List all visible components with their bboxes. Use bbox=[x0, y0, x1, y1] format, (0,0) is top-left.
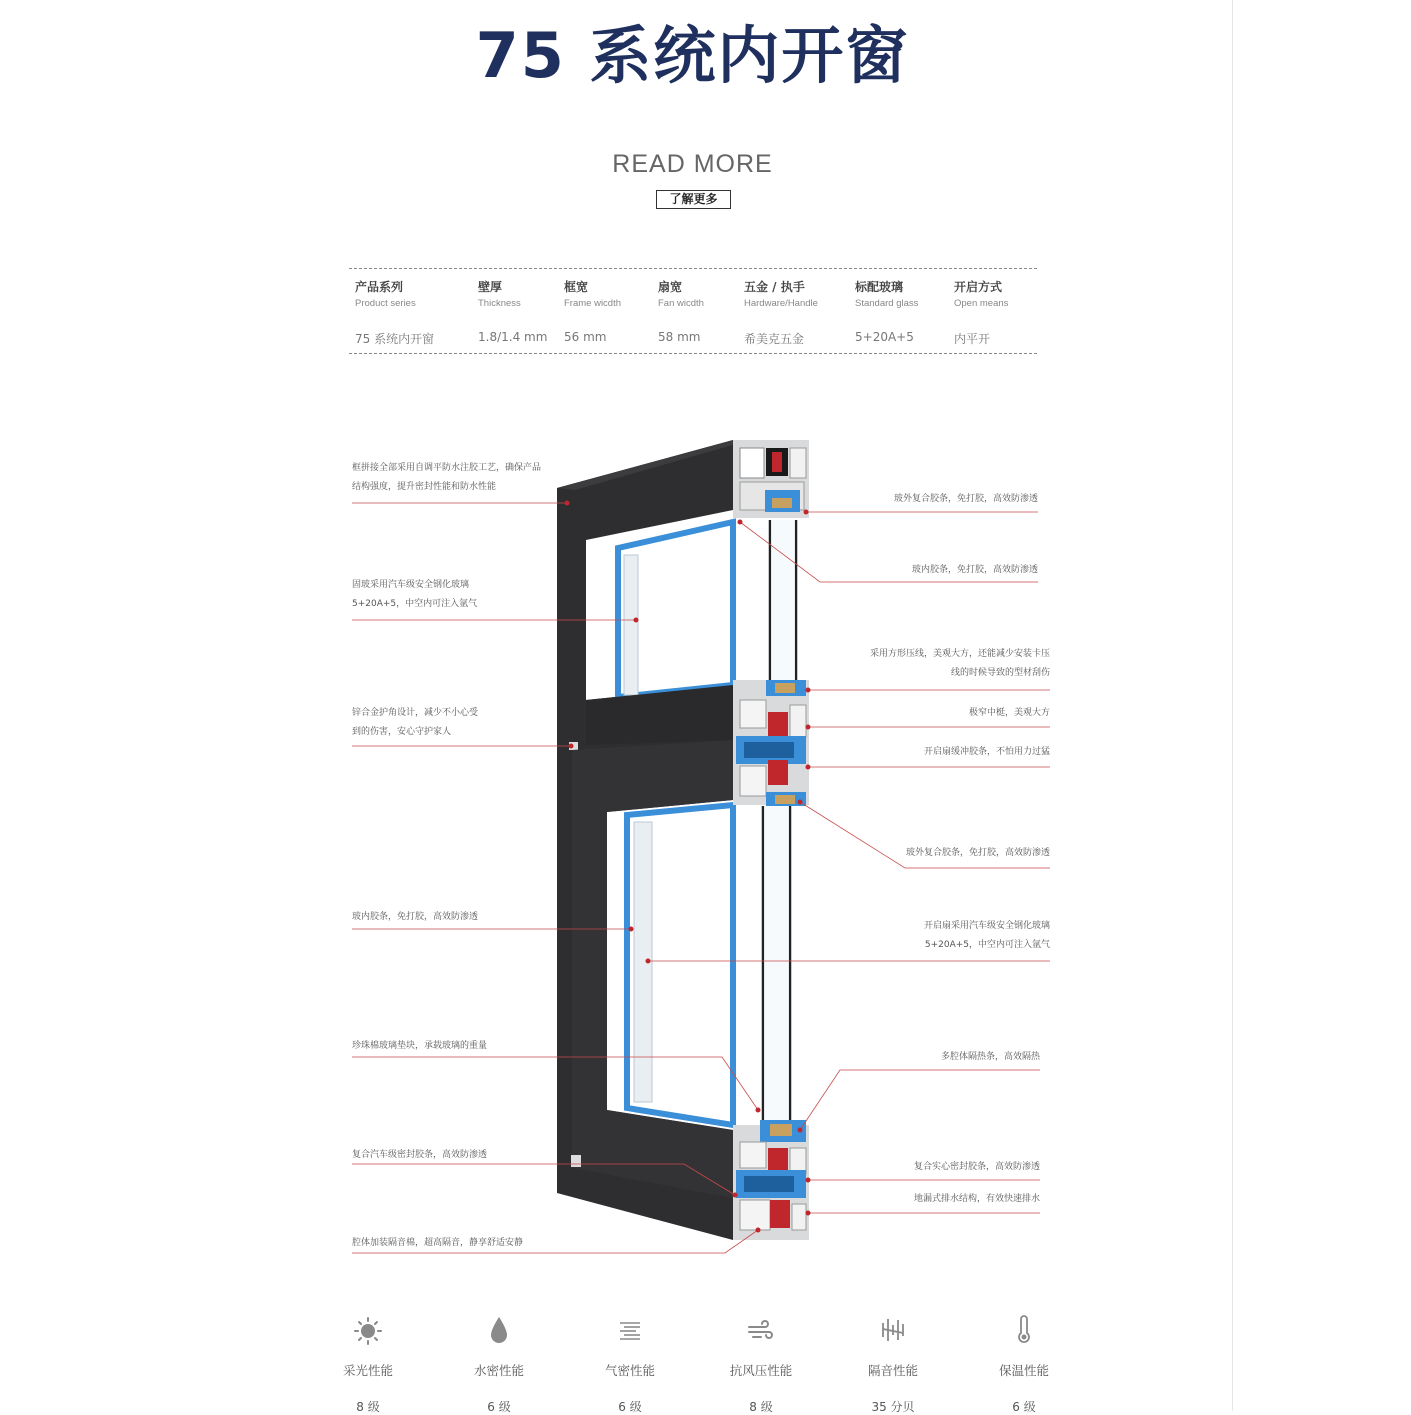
callout-line: 结构强度，提升密封性能和防水性能 bbox=[352, 482, 497, 492]
spec-header-en: Product series bbox=[355, 298, 416, 309]
callout-outer-gasket-bottom bbox=[906, 844, 1050, 863]
callout-line: 固玻采用汽车级安全钢化玻璃 bbox=[352, 580, 470, 590]
perf-label: 抗风压性能 bbox=[729, 1363, 793, 1378]
sound-wave-icon bbox=[833, 1315, 953, 1351]
spec-header: 壁厚 bbox=[478, 280, 503, 294]
perf-value: 35 分贝 bbox=[871, 1400, 915, 1414]
spec-header: 框宽 bbox=[564, 280, 589, 294]
callout-line: 玻内胶条，免打胶，高效防渗透 bbox=[911, 565, 1038, 575]
perf-value: 8 级 bbox=[749, 1400, 773, 1414]
callout-frame-joint bbox=[352, 459, 541, 497]
spec-value: 5+20A+5 bbox=[855, 330, 914, 344]
spec-header: 五金 / 执手 bbox=[744, 280, 805, 294]
callout-drainage bbox=[914, 1190, 1040, 1209]
callout-line: 腔体加装隔音棉，超高隔音，静享舒适安静 bbox=[352, 1238, 524, 1248]
callout-line: 珍珠棉玻璃垫块，承载玻璃的重量 bbox=[352, 1041, 488, 1051]
spec-header-en: Fan wicdth bbox=[658, 298, 704, 309]
profile-bottom bbox=[733, 1120, 809, 1240]
callout-sash-glass bbox=[924, 917, 1050, 955]
spec-header: 产品系列 bbox=[355, 280, 404, 294]
perf-label: 气密性能 bbox=[604, 1363, 655, 1378]
profile-top bbox=[733, 440, 809, 518]
callout-line: 采用方形压线，美观大方，还能减少安装卡压 bbox=[869, 649, 1050, 659]
spec-header-en: Frame wicdth bbox=[564, 298, 622, 309]
perf-value: 6 级 bbox=[1012, 1400, 1036, 1414]
perf-label: 水密性能 bbox=[473, 1363, 524, 1378]
callout-inner-gasket bbox=[352, 908, 478, 927]
callout-line: 5+20A+5，中空内可注入氩气 bbox=[352, 599, 478, 609]
spec-header-en: Standard glass bbox=[855, 298, 919, 309]
air-lines-icon bbox=[570, 1315, 690, 1351]
spec-value: 75 系统内开窗 bbox=[355, 332, 435, 346]
spec-header: 标配玻璃 bbox=[855, 280, 904, 294]
spec-value: 58 mm bbox=[658, 330, 701, 344]
perf-lighting bbox=[308, 1315, 428, 1415]
callout-line: 复合汽车级密封胶条，高效防渗透 bbox=[352, 1150, 488, 1160]
spec-value: 56 mm bbox=[564, 330, 607, 344]
callout-sound-cotton bbox=[352, 1234, 523, 1253]
callout-line: 地漏式排水结构，有效快速排水 bbox=[913, 1194, 1040, 1204]
spec-value: 希美克五金 bbox=[744, 332, 805, 346]
callout-line: 开启扇缓冲胶条，不怕用力过猛 bbox=[923, 747, 1050, 757]
spec-header: 开启方式 bbox=[954, 280, 1003, 294]
thermometer-icon bbox=[964, 1315, 1084, 1351]
callout-line: 极窄中梃，美观大方 bbox=[968, 708, 1050, 718]
bottom-corner-guard bbox=[571, 1155, 581, 1167]
sun-icon bbox=[308, 1315, 428, 1351]
read-more-button[interactable]: 了解更多 bbox=[656, 190, 731, 209]
perf-airtight bbox=[570, 1315, 690, 1415]
spec-value: 内平开 bbox=[954, 332, 991, 346]
callout-square-bead bbox=[870, 645, 1050, 683]
perf-heat-insulation bbox=[964, 1315, 1084, 1415]
spec-value: 1.8/1.4 mm bbox=[478, 330, 548, 344]
callout-line: 到的伤害，安心守护家人 bbox=[352, 727, 452, 737]
callout-outer-gasket-top bbox=[894, 490, 1038, 509]
callout-glass-block bbox=[352, 1037, 487, 1056]
callout-corner-guard bbox=[352, 704, 478, 742]
callout-line: 玻内胶条，免打胶，高效防渗透 bbox=[352, 912, 479, 922]
perf-label: 采光性能 bbox=[342, 1363, 393, 1378]
perf-label: 保温性能 bbox=[998, 1363, 1049, 1378]
callout-fixed-glass bbox=[352, 576, 477, 614]
spec-header-en: Open means bbox=[954, 298, 1009, 309]
spec-header-en: Hardware/Handle bbox=[744, 298, 818, 309]
callout-line: 框拼接全部采用自调平防水注胶工艺，确保产品 bbox=[352, 463, 542, 473]
callout-line: 玻外复合胶条，免打胶，高效防渗透 bbox=[893, 494, 1038, 504]
callout-line: 多腔体隔热条，高效隔热 bbox=[940, 1052, 1040, 1062]
callout-solid-seal bbox=[914, 1158, 1040, 1177]
profile-middle bbox=[733, 680, 809, 806]
callout-line: 5+20A+5，中空内可注入氩气 bbox=[924, 940, 1050, 950]
water-drop-icon bbox=[439, 1315, 559, 1351]
perf-sound-insulation bbox=[833, 1315, 953, 1415]
callout-line: 开启扇采用汽车级安全钢化玻璃 bbox=[923, 921, 1050, 931]
read-more-heading: READ MORE bbox=[612, 150, 773, 178]
perf-watertight bbox=[439, 1315, 559, 1415]
page-title: 75 系统内开窗 bbox=[475, 19, 910, 92]
callout-buffer-gasket bbox=[924, 743, 1050, 762]
perf-wind-pressure bbox=[701, 1315, 821, 1415]
spec-header-en: Thickness bbox=[478, 298, 521, 309]
wind-icon bbox=[701, 1315, 821, 1351]
callout-composite-seal bbox=[352, 1146, 487, 1165]
perf-label: 隔音性能 bbox=[867, 1363, 918, 1378]
callout-inner-gasket-top bbox=[912, 561, 1038, 580]
callout-line: 复合实心密封胶条，高效防渗透 bbox=[913, 1162, 1040, 1172]
perf-value: 6 级 bbox=[487, 1400, 511, 1414]
upper-glass-spacer bbox=[624, 555, 638, 695]
perf-value: 8 级 bbox=[356, 1400, 380, 1414]
callout-line: 线的时候导致的型材刮伤 bbox=[950, 668, 1050, 678]
spec-header: 扇宽 bbox=[658, 280, 683, 294]
callout-line: 玻外复合胶条，免打胶，高效防渗透 bbox=[905, 848, 1050, 858]
callout-narrow-mullion bbox=[969, 704, 1050, 723]
perf-value: 6 级 bbox=[618, 1400, 642, 1414]
callout-line: 锌合金护角设计，减少不小心受 bbox=[352, 708, 479, 718]
callout-thermal-break bbox=[941, 1048, 1040, 1067]
